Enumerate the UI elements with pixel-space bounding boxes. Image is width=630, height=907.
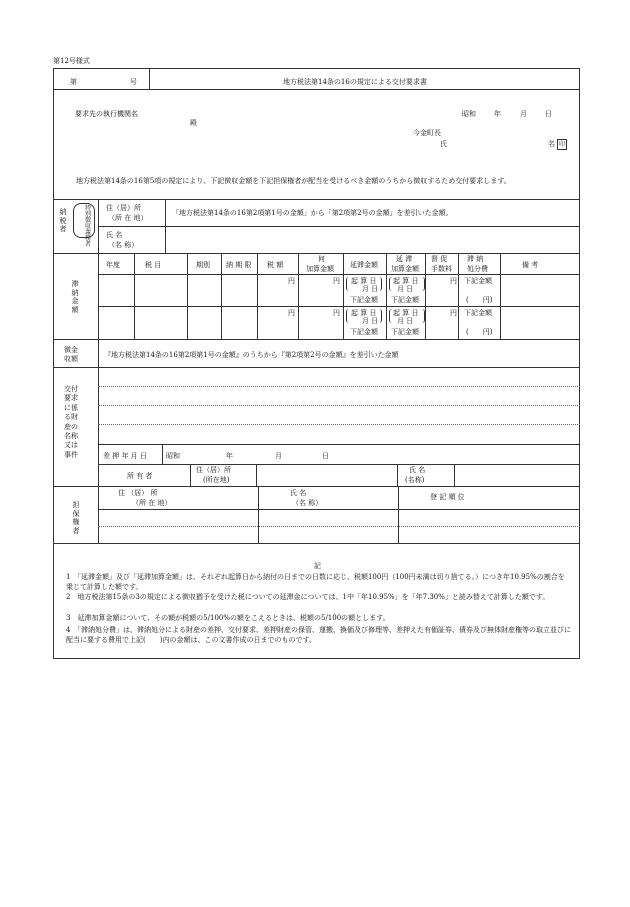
col-tokusoku-2: 手数料	[431, 265, 452, 273]
col-zeimoku: 税 目	[145, 261, 162, 269]
note-4: 4 「滞納処分費」は、滞納処分による財産の差押、交付要求、差押財産の保管、運搬、換価及び修理等、差押えた有価証券、債券及び無体財産権等の取立並びに配当に要する費用で上記( )内の金額は、この文書作成の日までのものです。	[66, 626, 571, 644]
row2-entai-kisan: 起 算 日	[351, 309, 377, 317]
row1-entai-kakikin: 下記金額	[350, 296, 378, 304]
mayor-mei: 名	[548, 140, 555, 148]
row2-kasan-yen: 円	[333, 309, 340, 317]
note-3: 3 延滞加算金額について、その額が税額の5/100%の額をこえるときは、税額の5/100の額とします。	[66, 614, 390, 622]
row2-entai-tsukihi: 月 日	[362, 317, 379, 325]
collection-value: 『地方税法第14条の16第2項第1号の金額』のうちから『第2項第2号の金額』を差引いた金額	[104, 351, 399, 359]
taxpayer-name-sub: （名 称）	[108, 241, 139, 249]
row2-shobun-paren: ( 円)	[466, 328, 493, 336]
seizure-era: 昭和	[166, 452, 180, 460]
seal-mark: 印	[558, 141, 565, 148]
collateral-name-sub: （名 称）	[292, 499, 323, 507]
row1-tokusoku-yen: 円	[450, 277, 457, 285]
collateral-rank: 登 記 順 位	[430, 493, 465, 501]
seizure-day: 日	[322, 452, 329, 460]
date-year: 年	[494, 110, 501, 118]
taxpayer-name-label: 氏 名	[106, 231, 123, 239]
form-number: 第12号様式	[53, 57, 90, 65]
intro-text: 地方税法第14条の16第5項の規定により、下記徴収金額を下記担保権者が配当を受けるべき金額のうちから徴収するため交付要求します。	[76, 177, 511, 185]
row1-shobun-paren: ( 円)	[466, 296, 493, 304]
note-1: 1 「延滞金額」及び「延滞加算金額」は、それぞれ起算日から納付の日までの日数に応じ、税額100円（100円未満は切り捨てる。）につき年10.95%の割合を乗じて計算した額です。	[66, 573, 565, 591]
row1-shobun-kakikin: 下記金額	[464, 277, 492, 285]
row2-zeigaku-yen: 円	[288, 309, 295, 317]
owner-name: 氏 名	[409, 466, 426, 474]
col-kasan-1: 何	[318, 255, 325, 263]
addressee-label: 要求先の執行機関名	[75, 110, 138, 118]
note-2: 2 地方税法第15条の3の規定による徴収猶予を受けた税についての延滞金については、1中「年10.95%」を「年7.30%」と読み替えて計算した額です。	[66, 593, 550, 601]
collateral-addr-sub: （所 在 地）	[132, 499, 172, 507]
taxpayer-addr-sub: （所 在 地）	[108, 214, 148, 222]
collateral-addr: 住 （居） 所	[118, 489, 158, 497]
col-kasan-2: 加算金額	[306, 265, 334, 273]
row1-entaikasan-kisan: 起 算 日	[393, 277, 419, 285]
arrears-label: 滞納金額	[71, 280, 79, 314]
tokubetsu-label: 特別徴収義務者	[85, 205, 92, 248]
addressee-dono: 殿	[190, 119, 197, 127]
seizure-year: 年	[226, 452, 233, 460]
header-dai: 第	[70, 78, 77, 86]
col-shobun-2: 処分費	[467, 265, 488, 273]
row2-entaikasan-tsukihi: 月 日	[397, 317, 414, 325]
form-title: 地方税法第14条の16の規定による交付要求書	[283, 78, 427, 86]
seizure-label: 差 押 年 月 日	[103, 452, 147, 460]
row2-shobun-kakikin: 下記金額	[464, 309, 492, 317]
row2-tokusoku-yen: 円	[450, 309, 457, 317]
form-frame	[53, 68, 580, 659]
col-tokusoku-1: 督 促	[431, 255, 448, 263]
date-day: 日	[545, 110, 552, 118]
owner-addr: 住（居）所	[196, 466, 231, 474]
row2-entaikasan-kakikin: 下記金額	[391, 328, 419, 336]
col-kigen: 納 期 限	[226, 261, 252, 269]
col-nendo: 年度	[106, 261, 120, 269]
collateral-label: 担保権者	[72, 501, 80, 535]
seizure-month: 月	[275, 452, 282, 460]
col-biko: 備 考	[522, 261, 539, 269]
col-entaikasan-1: 延 滞	[396, 255, 413, 263]
collection-label: 徴金収額	[64, 346, 78, 363]
row1-entai-tsukihi: 月 日	[362, 285, 379, 293]
row2-entai-kakikin: 下記金額	[350, 328, 378, 336]
tokubetsu-oval	[73, 203, 95, 238]
row1-zeigaku-yen: 円	[288, 277, 295, 285]
owner-addr-sub: (所在地)	[203, 476, 230, 484]
col-shobun-1: 滞 納	[467, 255, 484, 263]
owner-name-sub: (名称)	[405, 476, 425, 484]
date-era: 昭和	[462, 110, 476, 118]
col-kibetsu: 期別	[196, 261, 210, 269]
col-zeigaku: 税 額	[267, 261, 284, 269]
mayor-title: 今金町長	[413, 129, 441, 137]
taxpayer-label: 納税者	[59, 208, 67, 234]
row1-kasan-yen: 円	[333, 277, 340, 285]
mayor-shi: 氏	[440, 140, 447, 148]
date-month: 月	[520, 110, 527, 118]
col-entaikasan-2: 加算金額	[391, 265, 419, 273]
owner-label: 所 有 者	[127, 472, 153, 480]
property-label: 交付要求に係る財産の名称又は事件	[64, 385, 78, 459]
col-entai: 延滞金額	[350, 261, 378, 269]
row2-entaikasan-kisan: 起 算 日	[393, 309, 419, 317]
header-go: 号	[130, 78, 137, 86]
taxpayer-addr-label: 住（居）所	[106, 204, 141, 212]
row1-entaikasan-tsukihi: 月 日	[397, 285, 414, 293]
row1-entaikasan-kakikin: 下記金額	[391, 296, 419, 304]
row1-entai-kisan: 起 算 日	[351, 277, 377, 285]
taxpayer-addr-value: 「地方税法第14条の16第2項第1号の金額」から「第2項第2号の金額」を差引いた金額。	[172, 209, 453, 217]
collateral-name: 氏 名	[290, 489, 307, 497]
notes-title: 記	[314, 562, 321, 570]
